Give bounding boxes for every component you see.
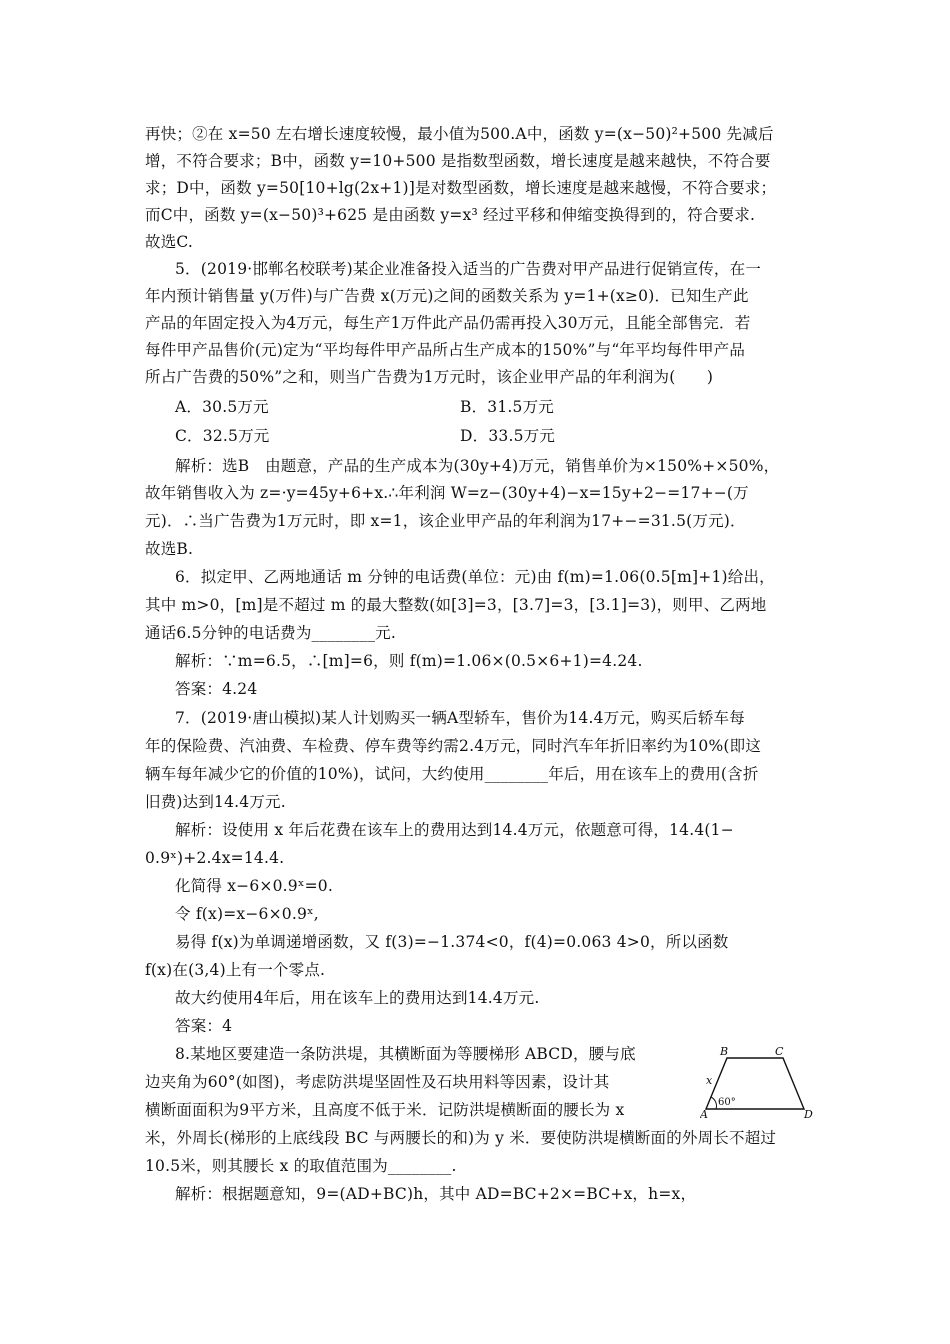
vertex-label-d: D xyxy=(804,1108,813,1120)
vertex-label-a: A xyxy=(700,1108,708,1120)
text-line: 旧费)达到14.4万元. xyxy=(145,793,286,811)
answer-6: 答案：4.24 xyxy=(175,680,258,698)
text-line: 所占广告费的50%”之和，则当广告费为1万元时，该企业甲产品的年利润为( ) xyxy=(145,368,714,386)
option-c: C．32.5万元 xyxy=(175,427,270,445)
text-line: 其中 m>0，[m]是不超过 m 的最大整数(如[3]=3，[3.7]=3，[3.1]=3)，则甲、乙两地 xyxy=(145,596,767,614)
question-8-title: 8.某地区要建造一条防洪堤，其横断面为等腰梯形 ABCD，腰与底 xyxy=(175,1045,636,1063)
text-line: 增，不符合要求；B中，函数 y=10+500 是指数型函数，增长速度是越来越快，不符合要 xyxy=(145,152,771,170)
text-line: 故选C. xyxy=(145,233,194,251)
solution-5: 解析：选B 由题意，产品的生产成本为(30y+4)万元，销售单价为×150%+×50%， xyxy=(175,457,780,475)
trapezoid-figure xyxy=(700,1044,820,1120)
angle-arc xyxy=(711,1097,716,1109)
text-line: 故年销售收入为 z=·y=45y+6+x.∴年利润 W=z−(30y+4)−x=15y+2−=17+−(万 xyxy=(145,484,749,502)
option-a: A．30.5万元 xyxy=(175,398,269,416)
solution-6: 解析：∵m=6.5，∴[m]=6，则 f(m)=1.06×(0.5×6+1)=4.24. xyxy=(175,652,643,670)
text-line: 10.5米，则其腰长 x 的取值范围为________. xyxy=(145,1157,457,1175)
text-line: 而C中，函数 y=(x−50)³+625 是由函数 y=x³ 经过平移和伸缩变换得到的，符合要求. xyxy=(145,206,756,224)
option-b: B．31.5万元 xyxy=(460,398,555,416)
text-line: 边夹角为60°(如图)，考虑防洪堤坚固性及石块用料等因素，设计其 xyxy=(145,1073,610,1091)
side-label-x: x xyxy=(706,1074,713,1087)
text-line: 年内预计销售量 y(万件)与广告费 x(万元)之间的函数关系为 y=1+(x≥0)．已知生产此 xyxy=(145,287,749,305)
text-line: 化简得 x−6×0.9ˣ=0. xyxy=(175,877,334,895)
text-line: f(x)在(3,4)上有一个零点. xyxy=(145,961,326,979)
solution-7: 解析：设使用 x 年后花费在该车上的费用达到14.4万元，依题意可得，14.4(1− xyxy=(175,821,734,839)
text-line: 故选B. xyxy=(145,540,194,558)
question-7-title: 7．(2019·唐山模拟)某人计划购买一辆A型轿车，售价为14.4万元，购买后轿车每 xyxy=(175,709,745,727)
text-line: 0.9ˣ)+2.4x=14.4. xyxy=(145,849,285,867)
text-line: 米，外周长(梯形的上底线段 BC 与两腰长的和)为 y 米．要使防洪堤横断面的外周长不超过 xyxy=(145,1129,777,1147)
text-line: 令 f(x)=x−6×0.9ˣ, xyxy=(175,905,319,923)
answer-7: 答案：4 xyxy=(175,1017,233,1035)
question-5-title: 5．(2019·邯郸名校联考)某企业准备投入适当的广告费对甲产品进行促销宣传，在一 xyxy=(175,260,762,278)
text-line: 产品的年固定投入为4万元，每生产1万件此产品仍需再投入30万元，且能全部售完．若 xyxy=(145,314,751,332)
angle-label: 60° xyxy=(718,1097,736,1108)
text-line: 易得 f(x)为单调递增函数，又 f(3)=−1.374<0，f(4)=0.063 4>0，所以函数 xyxy=(175,933,729,951)
text-line: 元)．∴当广告费为1万元时，即 x=1，该企业甲产品的年利润为17+−=31.5(万元)． xyxy=(145,512,746,530)
option-d: D．33.5万元 xyxy=(460,427,556,445)
solution-8: 解析：根据题意知，9=(AD+BC)h，其中 AD=BC+2×=BC+x，h=x， xyxy=(175,1185,697,1203)
text-line: 求；D中，函数 y=50[10+lg(2x+1)]是对数型函数，增长速度是越来越慢，不符合要求； xyxy=(145,179,777,197)
question-6-title: 6．拟定甲、乙两地通话 m 分钟的电话费(单位：元)由 f(m)=1.06(0.5[m]+1)给出， xyxy=(175,568,775,586)
text-line: 年的保险费、汽油费、车检费、停车费等约需2.4万元，同时汽车年折旧率约为10%(即这 xyxy=(145,737,762,755)
text-line: 通话6.5分钟的电话费为________元. xyxy=(145,624,396,642)
text-line: 横断面面积为9平方米，且高度不低于米．记防洪堤横断面的腰长为 x xyxy=(145,1101,625,1119)
text-line: 故大约使用4年后，用在该车上的费用达到14.4万元. xyxy=(175,989,540,1007)
vertex-label-c: C xyxy=(775,1045,784,1058)
text-line: 辆车每年减少它的价值的10%)，试问，大约使用________年后，用在该车上的费用(含折 xyxy=(145,765,759,783)
vertex-label-b: B xyxy=(720,1045,729,1058)
text-line: 再快；②在 x=50 左右增长速度较慢，最小值为500.A中，函数 y=(x−50)²+500 先减后 xyxy=(145,125,774,143)
text-line: 每件甲产品售价(元)定为“平均每件甲产品所占生产成本的150%”与“年平均每件甲产品 xyxy=(145,341,746,359)
